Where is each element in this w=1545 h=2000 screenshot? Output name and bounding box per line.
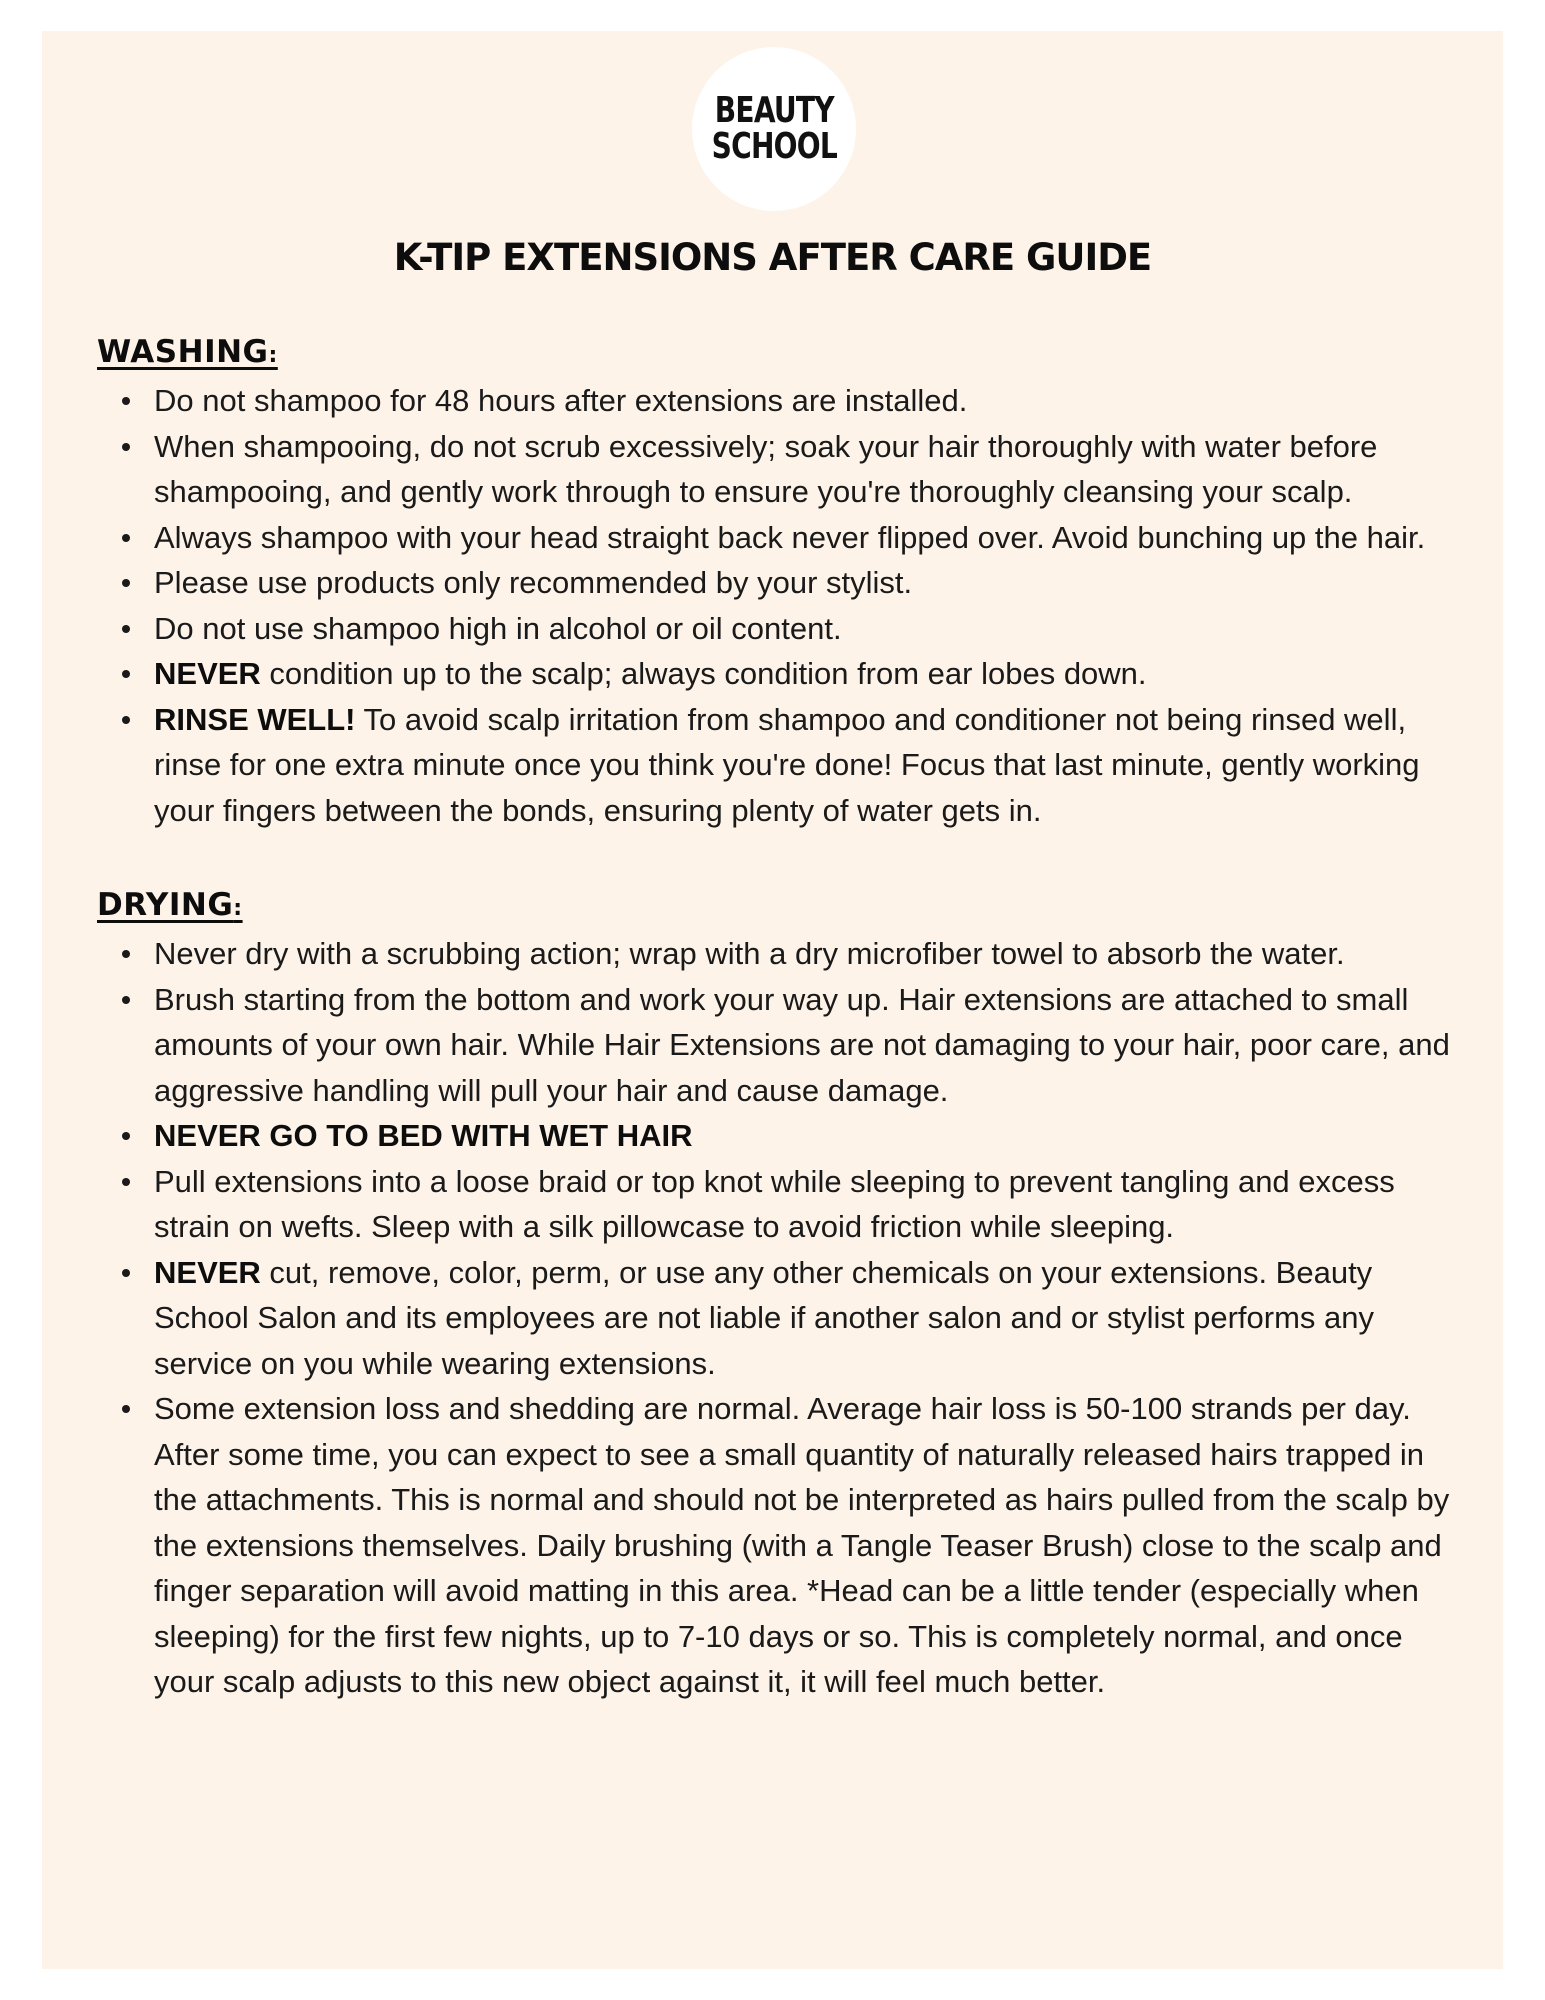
list-item: [154, 606, 1457, 652]
list-item: [154, 1250, 1457, 1387]
list-item: [154, 697, 1457, 834]
list-item-text: When shampooing, do not scrub excessively; soak your hair thoroughly with water before shampooing, and gently work through to ensure you're thoroughly cleansing your scalp.: [154, 428, 1378, 509]
list-item-emphasis: RINSE WELL!: [154, 701, 356, 737]
washing-heading-colon: :: [268, 343, 278, 368]
list-item-text: Some extension loss and shedding are normal. Average hair loss is 50-100 strands per day. After some time, you can expect to see a small quantity of naturally released hairs trapped in the attachments. This is normal and should not be interpreted as hairs pulled from the scalp by the extensions themselves. Daily brushing (with a Tangle Teaser Brush) close to the scalp and finger separation will avoid matting in this area. *Head can be a little tender (especially when sleeping) for the first few nights, up to 7-10 days or so. This is completely normal, and once your scalp adjusts to this new object against it, it will feel much better.: [154, 1391, 1450, 1699]
list-item: [154, 424, 1457, 515]
list-item: [154, 931, 1457, 977]
list-item-text: cut, remove, color, perm, or use any other chemicals on your extensions. Beauty School Salon and its employees are not liable if another salon and or stylist performs any service on you while wearing extensions.: [154, 1254, 1375, 1381]
list-item: [154, 515, 1457, 561]
list-item: [154, 651, 1457, 697]
list-item-text: Do not shampoo for 48 hours after extensions are installed.: [154, 383, 968, 418]
page-title: K-TIP EXTENSIONS AFTER CARE GUIDE: [393, 236, 1152, 279]
logo-line-1: BEAUTY: [714, 90, 834, 131]
list-item-emphasis: NEVER: [154, 1254, 261, 1290]
list-item: [154, 977, 1457, 1114]
list-item-text: Do not use shampoo high in alcohol or oil content.: [154, 610, 842, 646]
washing-heading-text: WASHING: [97, 334, 269, 370]
list-item-emphasis: NEVER GO TO BED WITH WET HAIR: [154, 1118, 693, 1153]
list-item: [154, 1386, 1457, 1705]
list-item-text: Always shampoo with your head straight back never flipped over. Avoid bunching up the hair.: [154, 519, 1426, 555]
list-item: [154, 1113, 1457, 1159]
drying-list: [97, 931, 1457, 1705]
drying-heading: [97, 883, 1457, 931]
washing-heading: [97, 330, 1457, 378]
list-item-text: Pull extensions into a loose braid or top knot while sleeping to prevent tangling and excess strain on wefts. Sleep with a silk pillowcase to avoid friction while sleeping.: [154, 1163, 1395, 1244]
list-item-text: Brush starting from the bottom and work your way up. Hair extensions are attached to small amounts of your own hair. While Hair Extensions are not damaging to your hair, poor care, and aggressive handling will pull your hair and cause damage.: [154, 981, 1450, 1108]
washing-section: [97, 330, 1457, 833]
list-item: [154, 1159, 1457, 1250]
guide-content: [97, 330, 1457, 1705]
list-item-text: To avoid scalp irritation from shampoo and conditioner not being rinsed well, rinse for one extra minute once you think you're done! Focus that last minute, gently working your fingers between the bonds, ensuring plenty of water gets in.: [154, 701, 1420, 828]
list-item-text: condition up to the scalp; always condition from ear lobes down.: [260, 656, 1147, 691]
logo-line-2: SCHOOL: [711, 126, 837, 167]
beauty-school-logo: [692, 47, 856, 211]
list-item-text: Please use products only recommended by your stylist.: [154, 565, 913, 600]
list-item-emphasis: NEVER: [154, 656, 261, 691]
list-item: [154, 378, 1457, 424]
drying-heading-text: DRYING: [97, 887, 234, 923]
washing-list: [97, 378, 1457, 833]
list-item: [154, 560, 1457, 606]
drying-section: [97, 883, 1457, 1705]
list-item-text: Never dry with a scrubbing action; wrap with a dry microfiber towel to absorb the water.: [154, 936, 1345, 971]
drying-heading-colon: :: [233, 896, 243, 921]
